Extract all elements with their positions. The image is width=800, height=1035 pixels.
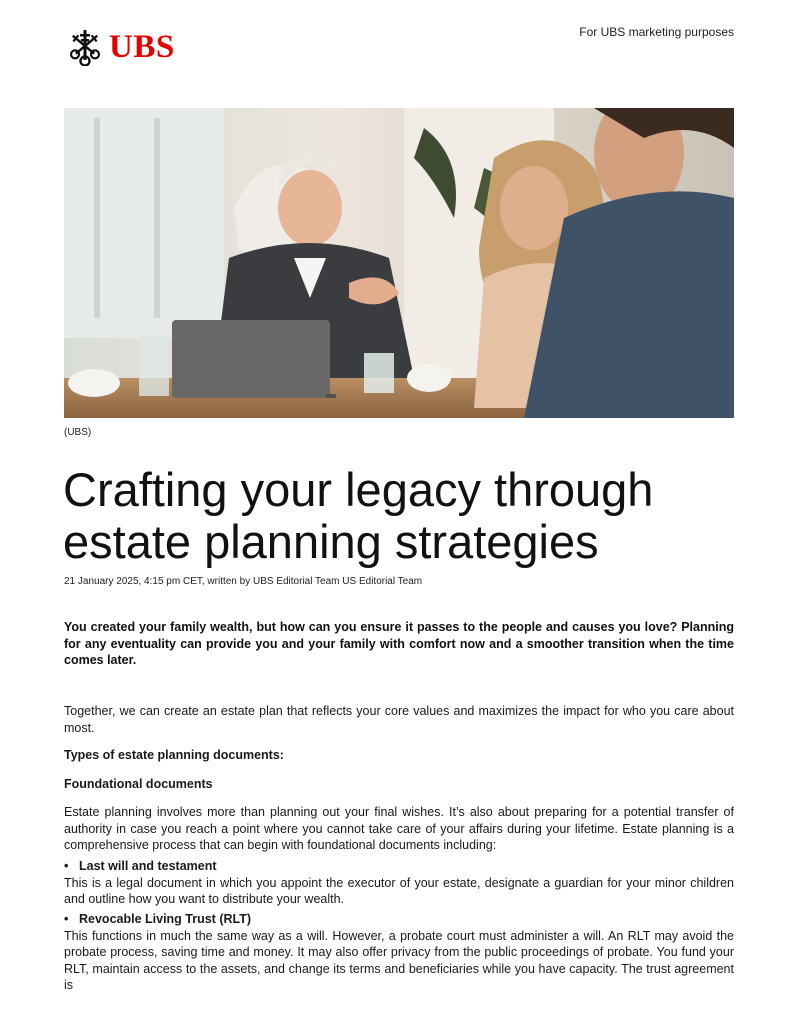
subsection-paragraph: Estate planning involves more than planning out your final wishes. It’s also about preparing for a potential transfer of authority in case you reach a point where you cannot take care of your affairs during your lifetime. Estate planning is a comprehensive process that can begin with foundational documents including: bbox=[64, 805, 734, 852]
article-byline: 21 January 2025, 4:15 pm CET, written by UBS Editorial Team US Editorial Team bbox=[64, 576, 423, 587]
hero-image bbox=[64, 108, 734, 418]
three-keys-icon bbox=[67, 28, 103, 66]
subsection-heading: Foundational documents bbox=[64, 777, 213, 791]
lead-paragraph: You created your family wealth, but how can you ensure it passes to the people and causes you love? Planning for any eventuality can provide you and your family with comfort now and a smoother transition when the time comes later. bbox=[64, 620, 734, 667]
bullet-item bbox=[64, 858, 734, 908]
bullet-title: • Revocable Living Trust (RLT) bbox=[64, 911, 734, 928]
logo-wordmark: UBS bbox=[109, 29, 175, 65]
intro-paragraph: Together, we can create an estate plan that reflects your core values and maximizes the impact for who you care about most. bbox=[64, 704, 734, 735]
image-caption: (UBS) bbox=[64, 427, 92, 438]
bullet-item bbox=[64, 911, 734, 994]
bullet-text: This is a legal document in which you appoint the executor of your estate, designate a guardian for your minor children and outline how you want to distribute your wealth. bbox=[64, 875, 734, 906]
section-heading: Types of estate planning documents: bbox=[64, 748, 284, 762]
bullet-title: • Last will and testament bbox=[64, 858, 734, 875]
bullet-text: This functions in much the same way as a will. However, a probate court must administer a will. An RLT may avoid the probate process, saving time and money. It may also offer privacy from the public proceedings of probate. You fund your RLT, maintain access to the assets, and change its terms and beneficiaries while you have capacity. The trust agreement is bbox=[64, 928, 734, 992]
article-title: Crafting your legacy through estate planning strategies bbox=[63, 463, 654, 568]
marketing-note: For UBS marketing purposes bbox=[579, 25, 734, 39]
ubs-logo[interactable] bbox=[67, 28, 175, 66]
